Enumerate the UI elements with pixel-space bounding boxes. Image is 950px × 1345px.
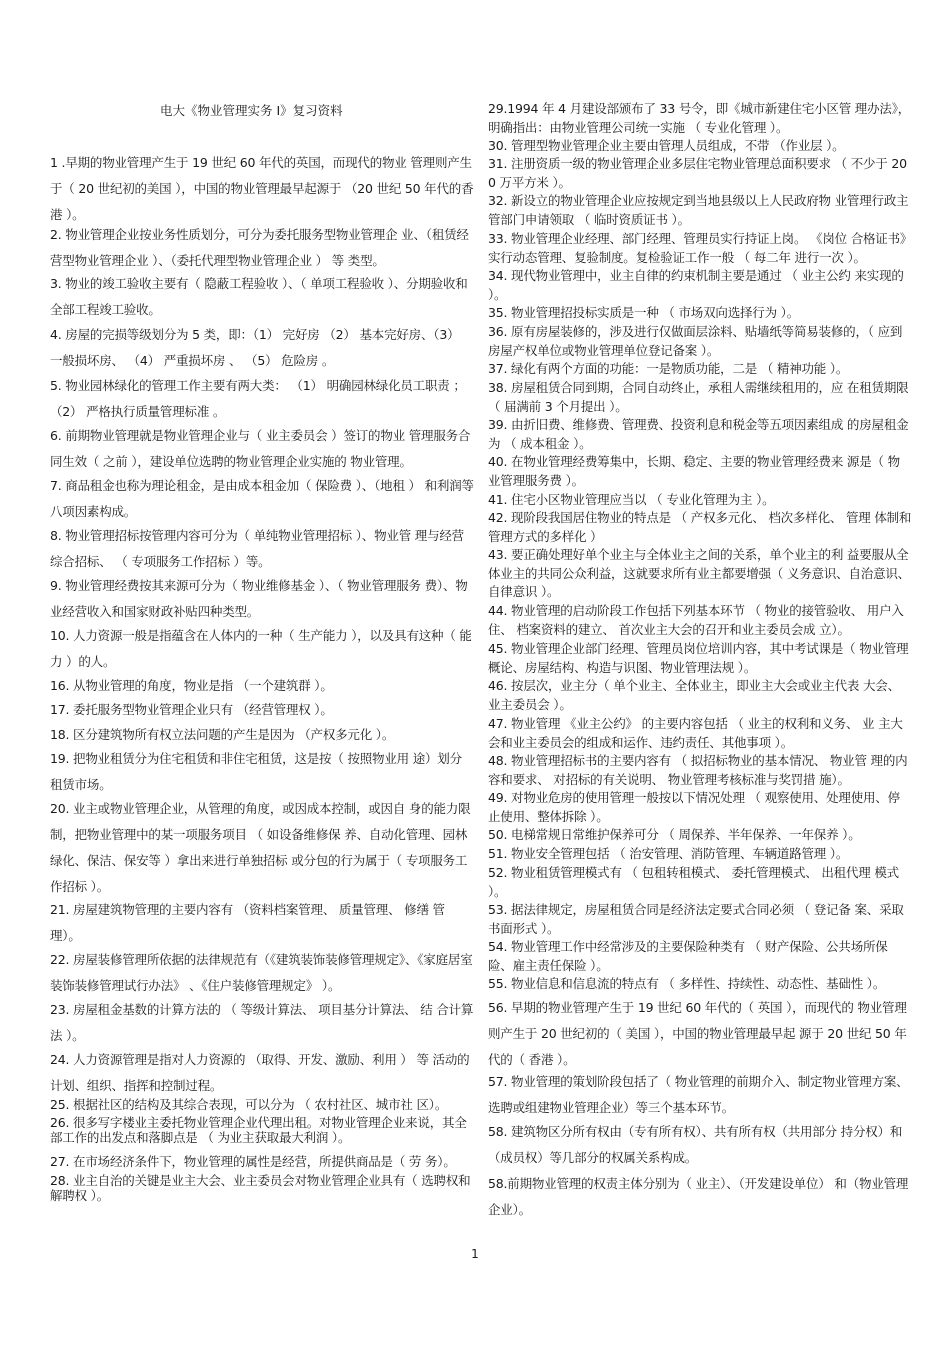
question-item: 54. 物业管理工作中经常涉及的主要保险种类有 （ 财产保险、公共场所保险、雇主责任保险 ）。 — [488, 939, 888, 973]
question-item: 55. 物业信息和信息流的特点有 （ 多样性、持续性、动态性、基础性 ）。 — [488, 976, 886, 991]
question-item: 21. 房屋建筑物管理的主要内容有 （资料档案管理、 质量管理、 修缮 管理）。 — [50, 902, 445, 943]
question-item: 19. 把物业租赁分为住宅租赁和非住宅租赁，这是按（ 按照物业用 途）划分租赁市场。 — [50, 751, 462, 792]
question-item: 38. 房屋租赁合同到期，合同自动终止，承租人需继续租用的，应 在租赁期限 （ 届满前 3 个月提出 ）。 — [488, 380, 909, 414]
question-item: 4. 房屋的完损等级划分为 5 类，即：（1） 完好房 （2） 基本完好房、（3） 一般损坏房、 （4） 严重损坏房 、 （5） 危险房 。 — [50, 327, 460, 368]
question-item: 44. 物业管理的启动阶段工作包括下列基本环节 （ 物业的接管验收、 用户入住、 档案资料的建立、 首次业主大会的召开和业主委员会成 立）。 — [488, 603, 904, 637]
question-item: 25. 根据社区的结构及其综合表现，可以分为 （ 农村社区、城市社 区）。 — [50, 1097, 448, 1112]
question-item: 36. 原有房屋装修的，涉及进行仅做面层涂料、贴墙纸等简易装修的，（ 应到房屋产权单位或物业管理单位登记备案 ）。 — [488, 324, 903, 358]
question-item: 17. 委托服务型物业管理企业只有 （经营管理权 ）。 — [50, 702, 333, 717]
question-item: 58. 建筑物区分所有权由（专有所有权）、共有所有权（共用部分 持分权）和（成员权）等几部分的权属关系构成。 — [488, 1124, 903, 1165]
question-item: 47. 物业管理 《业主公约》 的主要内容包括 （ 业主的权利和义务、 业 主大会和业主委员会的组成和运作、违约责任、其他事项 ）。 — [488, 716, 903, 750]
question-item: 22. 房屋装修管理所依据的法律规范有（《建筑装饰装修管理规定》、《家庭居室装饰装修管理试行办法》 、《住户装修管理规定》 ）。 — [50, 952, 473, 993]
question-item: 18. 区分建筑物所有权立法问题的产生是因为 （产权多元化 ）。 — [50, 727, 395, 742]
question-item: 20. 业主或物业管理企业，从管理的角度，或因成本控制，或因自 身的能力限制，把物业管理中的某一项服务项目 （ 如设备维修保 养、自动化管理、园林绿化、保洁、保安等 ）拿出来进行单独招标 或分包的行为属于（ 专项服务工作招标 ）。 — [50, 801, 471, 894]
question-item: 53. 据法律规定，房屋租赁合同是经济法定要式合同必须 （ 登记备 案、采取书面形式 ）。 — [488, 902, 904, 936]
question-item: 29.1994 年 4 月建设部颁布了 33 号令，即《城市新建住宅小区管 理办法》，明确指出：由物业管理公司统一实施 （ 专业化管理 ）。 — [488, 101, 911, 135]
question-item: 58.前期物业管理的权责主体分别为（ 业主）、（开发建设单位） 和（物业管理企业）。 — [488, 1176, 909, 1217]
question-item: 34. 现代物业管理中，业主自律的约束机制主要是通过 （ 业主公约 来实现的 ）。 — [488, 268, 904, 302]
question-item: 52. 物业租赁管理模式有 （ 包租转租模式、 委托管理模式、 出租代理 模式 ）。 — [488, 865, 899, 899]
question-item: 26. 很多写字楼业主委托物业管理企业代理出租。对物业管理企业来说，其全部工作的出发点和落脚点是 （ 为业主获取最大利润 ）。 — [50, 1115, 467, 1145]
question-item: 40. 在物业管理经费筹集中，长期、稳定、主要的物业管理经费来 源是（ 物业管理服务费 ）。 — [488, 454, 900, 488]
question-item: 28. 业主自治的关键是业主大会、业主委员会对物业管理企业具有（ 选聘权和解聘权 ）。 — [50, 1173, 471, 1203]
question-item: 16. 从物业管理的角度，物业是指 （一个建筑群 ）。 — [50, 678, 333, 693]
question-item: 3. 物业的竣工验收主要有（ 隐蔽工程验收 ）、（ 单项工程验收 ）、分期验收和全部工程竣工验收。 — [50, 276, 468, 317]
question-item: 43. 要正确处理好单个业主与全体业主之间的关系，单个业主的利 益要服从全体业主的共同公众利益，这就要求所有业主都要增强（ 义务意识、自治意识、自律意识 ）。 — [488, 547, 910, 599]
question-item: 5. 物业园林绿化的管理工作主要有两大类： （1） 明确园林绿化员工职责 ；（2） 严格执行质量管理标准 。 — [50, 378, 466, 419]
question-item: 57. 物业管理的策划阶段包括了（ 物业管理的前期介入、制定物业管理方案、选聘或组建物业管理企业）等三个基本环节。 — [488, 1074, 909, 1115]
question-item: 50. 电梯常规日常维护保养可分 （ 周保养、半年保养、一年保养 ）。 — [488, 827, 861, 842]
question-item: 41. 住宅小区物业管理应当以 （ 专业化管理为主 ）。 — [488, 492, 775, 507]
question-item: 30. 管理型物业管理企业主要由管理人员组成，不带 （作业层 ）。 — [488, 138, 845, 153]
question-item: 51. 物业安全管理包括 （ 治安管理、消防管理、车辆道路管理 ）。 — [488, 846, 849, 861]
question-item: 45. 物业管理企业部门经理、管理员岗位培训内容，其中考试课是（ 物业管理概论、房屋结构、构造与识图、物业管理法规 ）。 — [488, 641, 909, 675]
question-item: 49. 对物业危房的使用管理一般按以下情况处理 （ 观察使用、处理使用、停止使用、整体拆除 ）。 — [488, 790, 900, 824]
question-item: 46. 按层次，业主分（ 单个业主、全体业主，即业主大会或业主代表 大会、业主委员会 ）。 — [488, 678, 900, 712]
question-item: 10. 人力资源一般是指蕴含在人体内的一种（ 生产能力 ），以及具有这种（ 能力 ）的人。 — [50, 628, 472, 669]
question-item: 24. 人力资源管理是指对人力资源的 （取得、开发、激励、利用 ） 等 活动的计划、组织、指挥和控制过程。 — [50, 1052, 470, 1093]
question-item: 42. 现阶段我国居住物业的特点是 （ 产权多元化、 档次多样化、 管理 体制和管理方式的多样化 ） — [488, 510, 912, 544]
question-item: 8. 物业管理招标按管理内容可分为（ 单纯物业管理招标 ）、物业管 理与经营综合招标、 （ 专项服务工作招标 ）等。 — [50, 528, 464, 569]
question-item: 6. 前期物业管理就是物业管理企业与（ 业主委员会 ）签订的物业 管理服务合同生效（ 之前 ），建设单位选聘的物业管理企业实施的 物业管理。 — [50, 428, 471, 469]
question-item: 7. 商品租金也称为理论租金，是由成本租金加（ 保险费 ）、（地租 ） 和利润等八项因素构成。 — [50, 478, 474, 519]
question-item: 48. 物业管理招标书的主要内容有 （ 拟招标物业的基本情况、 物业管 理的内容和要求、 对招标的有关说明、 物业管理考核标准与奖罚措 施）。 — [488, 753, 908, 787]
question-item: 1 .早期的物业管理产生于 19 世纪 60 年代的英国，而现代的物业 管理则产生于（ 20 世纪初的美国 ），中国的物业管理最早起源于 （20 世纪 50 年代的香港 ）。 — [50, 155, 474, 222]
question-item: 32. 新设立的物业管理企业应按规定到当地县级以上人民政府物 业管理行政主管部门申请领取 （ 临时资质证书 ）。 — [488, 193, 909, 227]
question-item: 56. 早期的物业管理产生于 19 世纪 60 年代的（ 英国 ），而现代的 物业管理则产生于 20 世纪初的（ 美国 ），中国的物业管理最早起 源于 20 世纪 50 年代的（ 香港 ）。 — [488, 1000, 907, 1067]
question-item: 23. 房屋租金基数的计算方法的 （ 等级计算法、 项目基分计算法、 结 合计算法 ）。 — [50, 1002, 474, 1043]
page-number: 1 — [471, 1247, 479, 1261]
question-item: 27. 在市场经济条件下，物业管理的属性是经营，所提供商品是（ 劳 务）。 — [50, 1154, 456, 1169]
question-item: 37. 绿化有两个方面的功能：一是物质功能，二是 （ 精神功能 ）。 — [488, 361, 849, 376]
question-item: 39. 由折旧费、维修费、管理费、投资利息和税金等五项因素组成 的房屋租金为 （ 成本租金 ）。 — [488, 417, 909, 451]
question-item: 31. 注册资质一级的物业管理企业多层住宅物业管理总面积要求 （ 不少于 200 万平方米 ）。 — [488, 156, 907, 190]
question-item: 35. 物业管理招投标实质是一种 （ 市场双向选择行为 ）。 — [488, 305, 800, 320]
question-item: 9. 物业管理经费按其来源可分为（ 物业维修基金 ）、（ 物业管理服务 费）、物业经营收入和国家财政补贴四种类型。 — [50, 578, 468, 619]
document-title: 电大《物业管理实务 I》复习资料 — [160, 103, 343, 118]
question-item: 33. 物业管理企业经理、部门经理、管理员实行持证上岗。 《岗位 合格证书》实行动态管理、复验制度。复检验证工作一般 （ 每二年 进行一次 ）。 — [488, 231, 906, 265]
question-item: 2. 物业管理企业按业务性质划分，可分为委托服务型物业管理企 业、（租赁经营型物业管理企业 ）、（委托代理型物业管理企业 ） 等 类型。 — [50, 227, 469, 268]
